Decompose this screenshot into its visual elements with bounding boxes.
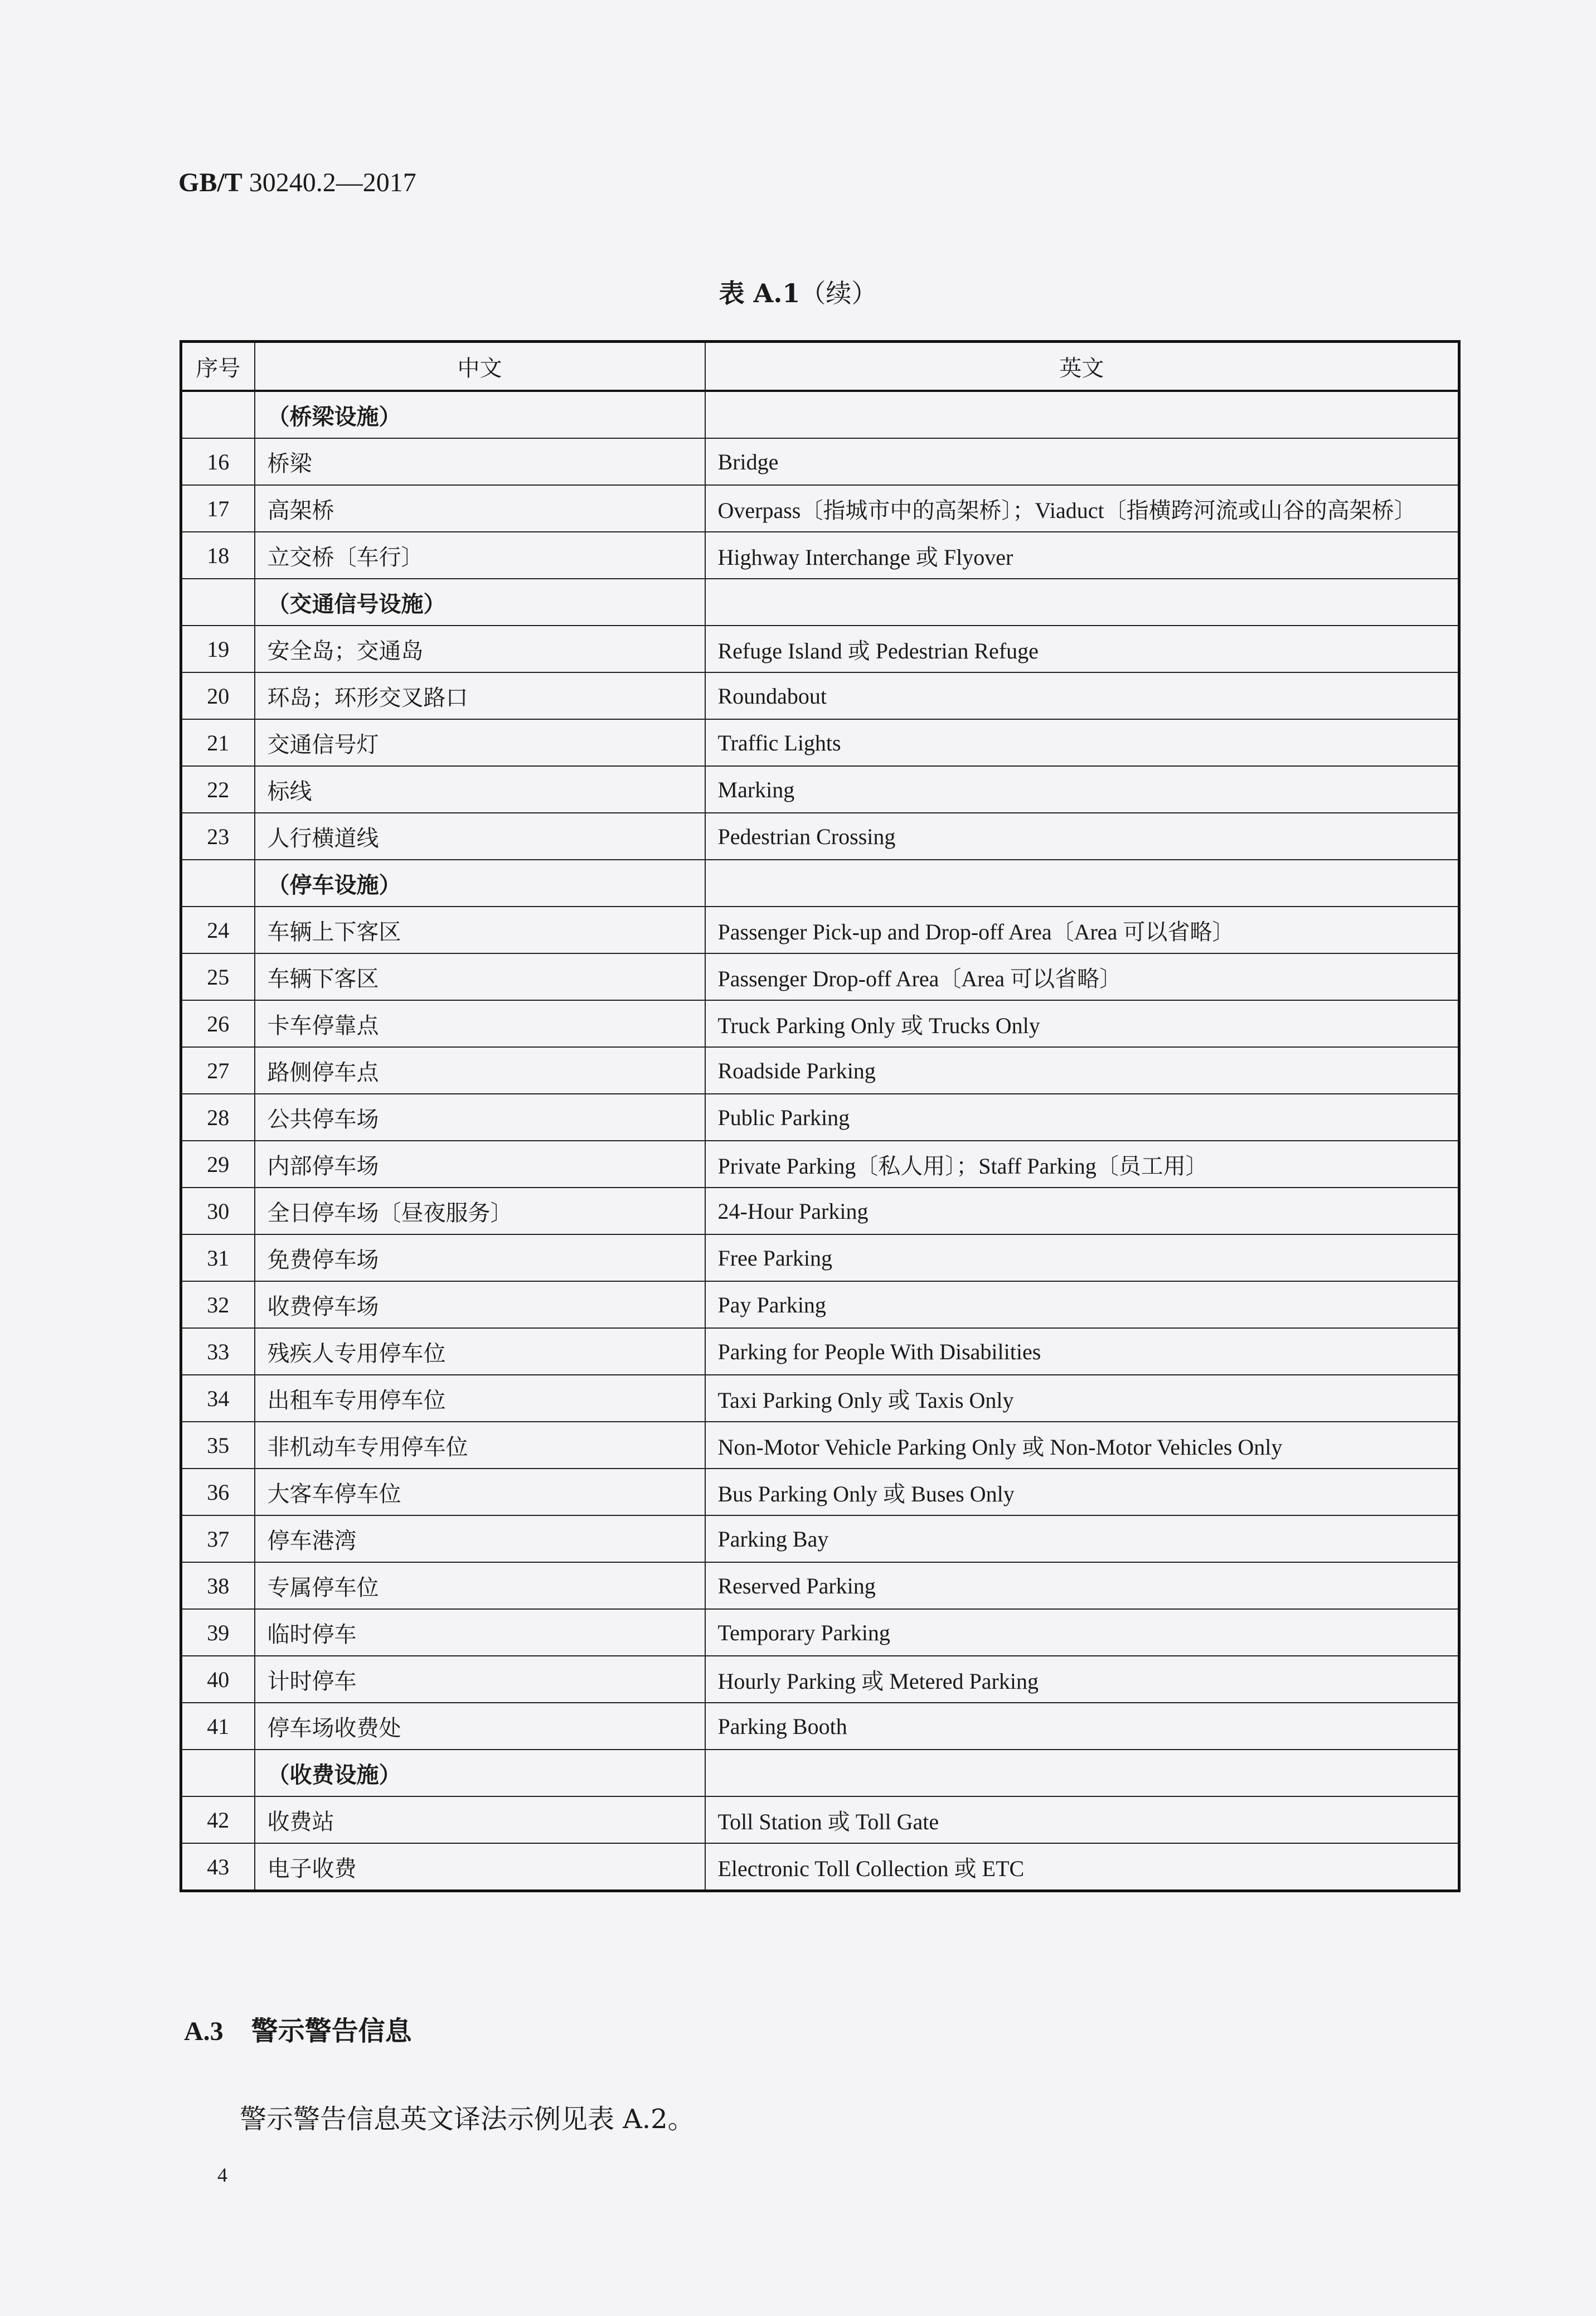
row-number-cell: 22 bbox=[181, 766, 255, 813]
row-number-cell: 34 bbox=[181, 1375, 255, 1422]
row-english-cell: Overpass〔指城市中的高架桥〕；Viaduct〔指横跨河流或山谷的高架桥〕 bbox=[705, 485, 1459, 532]
column-header-number: 序号 bbox=[181, 342, 255, 391]
row-english-cell: Taxi Parking Only 或 Taxis Only bbox=[705, 1375, 1459, 1422]
row-number-cell: 31 bbox=[181, 1234, 255, 1281]
table-caption-suffix: （续） bbox=[800, 278, 877, 308]
row-number-cell: 38 bbox=[181, 1562, 255, 1609]
page-number: 4 bbox=[217, 2164, 227, 2186]
column-header-chinese: 中文 bbox=[255, 342, 705, 391]
row-chinese-cell: 全日停车场〔昼夜服务〕 bbox=[255, 1188, 705, 1234]
row-number-cell bbox=[181, 860, 255, 907]
row-english-cell bbox=[705, 1750, 1459, 1796]
row-chinese-cell: 收费停车场 bbox=[255, 1281, 705, 1328]
row-english-cell bbox=[705, 579, 1459, 626]
table-header-row bbox=[181, 342, 1459, 391]
row-chinese-cell: （收费设施） bbox=[255, 1750, 705, 1796]
row-chinese-cell: 专属停车位 bbox=[255, 1562, 705, 1609]
row-chinese-cell: 计时停车 bbox=[255, 1656, 705, 1703]
table-row bbox=[181, 813, 1459, 860]
row-chinese-cell: 免费停车场 bbox=[255, 1234, 705, 1281]
table-row bbox=[181, 766, 1459, 813]
row-english-cell: Private Parking〔私人用〕；Staff Parking〔员工用〕 bbox=[705, 1141, 1459, 1188]
row-number-cell: 33 bbox=[181, 1328, 255, 1375]
row-number-cell: 19 bbox=[181, 626, 255, 672]
row-number-cell: 17 bbox=[181, 485, 255, 532]
table-row bbox=[181, 1422, 1459, 1469]
row-english-cell: 24-Hour Parking bbox=[705, 1188, 1459, 1234]
row-number-cell: 23 bbox=[181, 813, 255, 860]
row-number-cell: 30 bbox=[181, 1188, 255, 1234]
row-chinese-cell: 车辆下客区 bbox=[255, 953, 705, 1000]
table-row bbox=[181, 1328, 1459, 1375]
row-chinese-cell: 收费站 bbox=[255, 1796, 705, 1843]
table-section-row bbox=[181, 860, 1459, 907]
section-title: 警示警告信息 bbox=[251, 2015, 412, 2047]
table-row bbox=[181, 1562, 1459, 1609]
row-number-cell: 40 bbox=[181, 1656, 255, 1703]
row-number-cell: 25 bbox=[181, 953, 255, 1000]
row-number-cell: 42 bbox=[181, 1796, 255, 1843]
row-number-cell: 37 bbox=[181, 1515, 255, 1562]
row-chinese-cell: 环岛；环形交叉路口 bbox=[255, 672, 705, 719]
row-english-cell: Free Parking bbox=[705, 1234, 1459, 1281]
table-section-row bbox=[181, 579, 1459, 626]
table-row bbox=[181, 719, 1459, 766]
row-chinese-cell: 停车场收费处 bbox=[255, 1703, 705, 1750]
table-row bbox=[181, 485, 1459, 532]
table-row bbox=[181, 1375, 1459, 1422]
translation-table bbox=[180, 340, 1461, 1892]
row-chinese-cell: 残疾人专用停车位 bbox=[255, 1328, 705, 1375]
row-number-cell: 24 bbox=[181, 907, 255, 953]
row-number-cell: 16 bbox=[181, 438, 255, 485]
table-row bbox=[181, 532, 1459, 579]
table-caption-label: 表 A.1 bbox=[719, 278, 801, 308]
row-english-cell: Non-Motor Vehicle Parking Only 或 Non-Motor Vehicles Only bbox=[705, 1422, 1459, 1469]
row-chinese-cell: 高架桥 bbox=[255, 485, 705, 532]
section-heading bbox=[184, 2009, 412, 2048]
row-chinese-cell: 安全岛；交通岛 bbox=[255, 626, 705, 672]
row-english-cell: Public Parking bbox=[705, 1094, 1459, 1141]
row-chinese-cell: 电子收费 bbox=[255, 1843, 705, 1891]
row-english-cell: Refuge Island 或 Pedestrian Refuge bbox=[705, 626, 1459, 672]
section-number: A.3 bbox=[184, 2017, 224, 2046]
row-chinese-cell: 非机动车专用停车位 bbox=[255, 1422, 705, 1469]
row-chinese-cell: 标线 bbox=[255, 766, 705, 813]
row-number-cell: 21 bbox=[181, 719, 255, 766]
table-row bbox=[181, 438, 1459, 485]
row-english-cell: Traffic Lights bbox=[705, 719, 1459, 766]
table-section-row bbox=[181, 1750, 1459, 1796]
standard-prefix: GB/T bbox=[178, 168, 242, 197]
standard-code bbox=[178, 167, 416, 198]
table-row bbox=[181, 1469, 1459, 1515]
row-number-cell: 18 bbox=[181, 532, 255, 579]
row-chinese-cell: 卡车停靠点 bbox=[255, 1000, 705, 1047]
table-row bbox=[181, 1000, 1459, 1047]
row-number-cell: 36 bbox=[181, 1469, 255, 1515]
table-row bbox=[181, 1609, 1459, 1656]
row-chinese-cell: 人行横道线 bbox=[255, 813, 705, 860]
row-english-cell: Reserved Parking bbox=[705, 1562, 1459, 1609]
row-english-cell: Parking Bay bbox=[705, 1515, 1459, 1562]
row-number-cell: 27 bbox=[181, 1047, 255, 1094]
table-row bbox=[181, 1843, 1459, 1891]
row-number-cell: 28 bbox=[181, 1094, 255, 1141]
row-english-cell: Parking Booth bbox=[705, 1703, 1459, 1750]
table-row bbox=[181, 1094, 1459, 1141]
row-number-cell: 26 bbox=[181, 1000, 255, 1047]
row-number-cell: 39 bbox=[181, 1609, 255, 1656]
row-english-cell: Passenger Drop-off Area〔Area 可以省略〕 bbox=[705, 953, 1459, 1000]
row-english-cell bbox=[705, 860, 1459, 907]
row-number-cell: 43 bbox=[181, 1843, 255, 1891]
table-row bbox=[181, 626, 1459, 672]
row-number-cell: 29 bbox=[181, 1141, 255, 1188]
row-english-cell: Highway Interchange 或 Flyover bbox=[705, 532, 1459, 579]
row-chinese-cell: 临时停车 bbox=[255, 1609, 705, 1656]
row-number-cell: 32 bbox=[181, 1281, 255, 1328]
table-row bbox=[181, 1188, 1459, 1234]
table-body bbox=[181, 391, 1459, 1891]
row-chinese-cell: 公共停车场 bbox=[255, 1094, 705, 1141]
table-row bbox=[181, 953, 1459, 1000]
row-english-cell: Parking for People With Disabilities bbox=[705, 1328, 1459, 1375]
row-english-cell: Bus Parking Only 或 Buses Only bbox=[705, 1469, 1459, 1515]
table-row bbox=[181, 1703, 1459, 1750]
table-row bbox=[181, 907, 1459, 953]
table-row bbox=[181, 672, 1459, 719]
column-header-english: 英文 bbox=[705, 342, 1459, 391]
row-number-cell bbox=[181, 1750, 255, 1796]
row-english-cell: Pay Parking bbox=[705, 1281, 1459, 1328]
row-english-cell: Temporary Parking bbox=[705, 1609, 1459, 1656]
row-chinese-cell: 停车港湾 bbox=[255, 1515, 705, 1562]
row-english-cell bbox=[705, 391, 1459, 438]
row-chinese-cell: 大客车停车位 bbox=[255, 1469, 705, 1515]
body-paragraph: 警示警告信息英文译法示例见表 A.2。 bbox=[240, 2104, 695, 2135]
row-chinese-cell: 交通信号灯 bbox=[255, 719, 705, 766]
row-chinese-cell: （桥梁设施） bbox=[255, 391, 705, 438]
table-row bbox=[181, 1656, 1459, 1703]
row-chinese-cell: 路侧停车点 bbox=[255, 1047, 705, 1094]
row-english-cell: Truck Parking Only 或 Trucks Only bbox=[705, 1000, 1459, 1047]
row-number-cell bbox=[181, 579, 255, 626]
row-english-cell: Electronic Toll Collection 或 ETC bbox=[705, 1843, 1459, 1891]
row-chinese-cell: 车辆上下客区 bbox=[255, 907, 705, 953]
table-row bbox=[181, 1234, 1459, 1281]
row-english-cell: Marking bbox=[705, 766, 1459, 813]
row-chinese-cell: 出租车专用停车位 bbox=[255, 1375, 705, 1422]
table-row bbox=[181, 1515, 1459, 1562]
row-english-cell: Bridge bbox=[705, 438, 1459, 485]
table-caption bbox=[0, 273, 1596, 310]
table-row bbox=[181, 1281, 1459, 1328]
row-english-cell: Passenger Pick-up and Drop-off Area〔Area 可以省略〕 bbox=[705, 907, 1459, 953]
standard-number: 30240.2—2017 bbox=[249, 168, 416, 197]
row-number-cell bbox=[181, 391, 255, 438]
row-english-cell: Roundabout bbox=[705, 672, 1459, 719]
row-chinese-cell: （交通信号设施） bbox=[255, 579, 705, 626]
table-row bbox=[181, 1047, 1459, 1094]
row-number-cell: 20 bbox=[181, 672, 255, 719]
row-english-cell: Toll Station 或 Toll Gate bbox=[705, 1796, 1459, 1843]
row-chinese-cell: 内部停车场 bbox=[255, 1141, 705, 1188]
row-chinese-cell: 桥梁 bbox=[255, 438, 705, 485]
table-section-row bbox=[181, 391, 1459, 438]
row-english-cell: Roadside Parking bbox=[705, 1047, 1459, 1094]
row-chinese-cell: 立交桥〔车行〕 bbox=[255, 532, 705, 579]
row-number-cell: 35 bbox=[181, 1422, 255, 1469]
table-row bbox=[181, 1796, 1459, 1843]
row-english-cell: Hourly Parking 或 Metered Parking bbox=[705, 1656, 1459, 1703]
row-english-cell: Pedestrian Crossing bbox=[705, 813, 1459, 860]
row-chinese-cell: （停车设施） bbox=[255, 860, 705, 907]
row-number-cell: 41 bbox=[181, 1703, 255, 1750]
table-row bbox=[181, 1141, 1459, 1188]
